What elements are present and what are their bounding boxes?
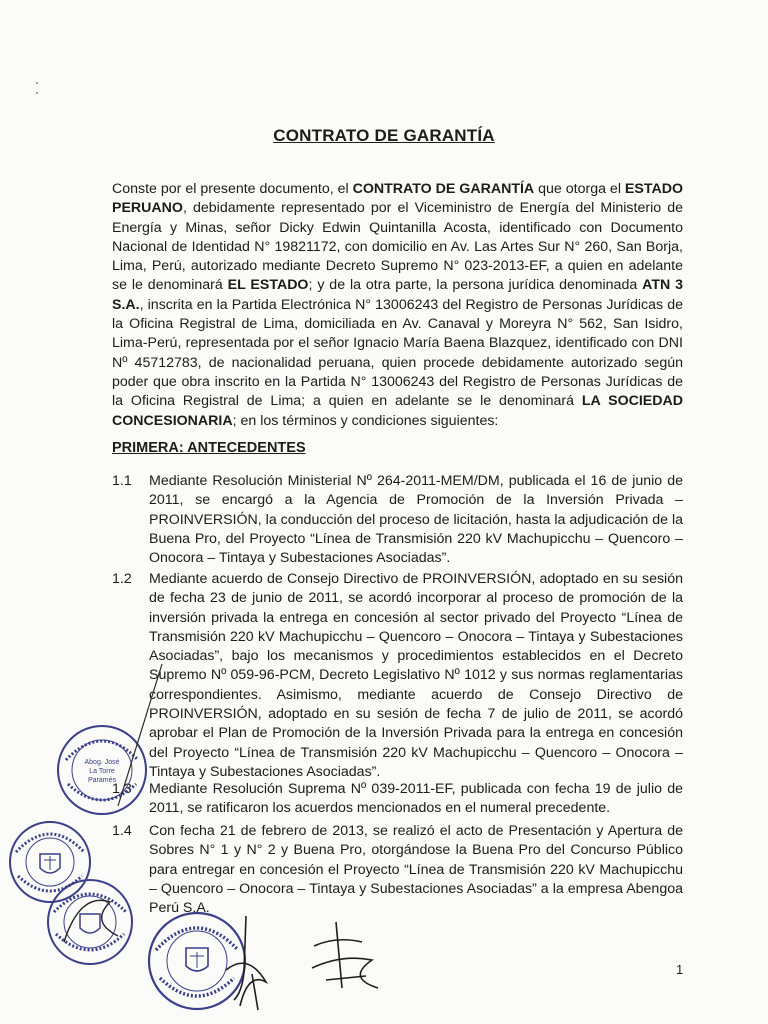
signature-icon <box>218 912 278 1012</box>
ministry-seal-icon <box>40 872 140 972</box>
signature-icon <box>306 918 386 998</box>
scan-speck <box>36 82 38 84</box>
seal-text: La Torre <box>89 768 115 775</box>
clause-text: Mediante Resolución Suprema Nº 039-2011-EF, publicada con fecha 19 de julio de 2011, se ratificaron los acuerdos mencionados en el numeral precedente. <box>149 781 683 817</box>
clause-text: Mediante acuerdo de Consejo Directivo de PROINVERSIÓN, adoptado en su sesión de fecha 23 de junio de 2011, se acordó incorporar al proceso de promoción de la inversión privada la entrega en concesión al sector privado del Proyecto “Línea de Transmisión 220 kV Machupicchu – Quencoro – Onocora – Tintaya y Subestaciones Asociadas”, bajo los mecanismos y procedimientos establecidos en el Decreto Supremo Nº 059-96-PCM, Decreto Legislativo Nº 1012 y sus normas reglamentarias correspondientes. Asimismo, mediante acuerdo de Consejo Directivo de PROINVERSIÓN, adoptado en su sesión de fecha 7 de julio de 2011, se acordó aprobar el Plan de Promoción de la Inversión Privada para la entrega en concesión del Proyecto “Línea de Transmisión 220 kV Machupicchu – Quencoro – Onocora – Tintaya y Subestaciones Asociadas”. <box>149 571 683 780</box>
intro-paragraph: Conste por el presente documento, el CONTRATO DE GARANTÍA que otorga el ESTADO PERUANO, debidamente representado por el Viceministro de Energía del Ministerio de Energía y Minas, señor Dicky Edwin Quintanilla Acosta, identificado con Documento Nacional de Identidad N° 19821172, con domicilio en Av. Las Artes Sur N° 260, San Borja, Lima, Perú, autorizado mediante Decreto Supremo N° 023-2013-EF, a quien en adelante se le denominará EL ESTADO; y de la otra parte, la persona jurídica denominada ATN 3 S.A., inscrita en la Partida Electrónica N° 13006243 del Registro de Personas Jurídicas de la Oficina Registral de Lima, domiciliada en Av. Canaval y Moreyra N° 562, San Isidro, Lima-Perú, representada por el señor Ignacio María Baena Blazquez, identificado con DNI Nº 45712783, de nacionalidad peruana, quien procede debidamente autorizado según poder que obra inscrito en la Partida N° 13006243 del Registro de Personas Jurídicas de la Oficina Registral de Lima; a quien en adelante se le denominará LA SOCIEDAD CONCESIONARIA; en los términos y condiciones siguientes: <box>112 181 684 429</box>
seal-text: Paramés <box>87 777 117 784</box>
clause-text: Con fecha 21 de febrero de 2013, se realizó el acto de Presentación y Apertura de Sobres N° 1 y N° 2 y Buena Pro, otorgándose la Buena Pro del Concurso Público para entregar en concesión el Proyecto “Línea de Transmisión 220 kV Machupicchu – Quencoro – Onocora – Tintaya y Subestaciones Asociadas” a la empresa Abengoa Perú S.A. <box>149 823 683 917</box>
scan-speck <box>36 92 38 94</box>
contract-name: CONTRATO DE GARANTÍA <box>352 181 535 197</box>
section-heading: PRIMERA: ANTECEDENTES <box>112 440 306 456</box>
page-number: 1 <box>676 962 684 977</box>
clause-text: Mediante Resolución Ministerial Nº 264-2011-MEM/DM, publicada el 16 de junio de 2011, se encargó a la Agencia de Promoción de la Inversión Privada – PROINVERSIÓN, la conducción del proceso de licitación, hasta la adjudicación de la Buena Pro, del Proyecto “Línea de Transmisión 220 kV Machupicchu – Quencoro – Onocora – Tintaya y Subestaciones Asociadas”. <box>149 473 683 567</box>
party-state: ESTADO PERUANO <box>112 181 683 217</box>
clause-number: 1.3 <box>112 781 132 797</box>
party-alias-company: LA SOCIEDAD CONCESIONARIA <box>112 393 683 429</box>
clause-number: 1.1 <box>112 473 132 489</box>
document-title: CONTRATO DE GARANTÍA <box>273 126 495 145</box>
party-company: ATN 3 S.A. <box>112 277 684 313</box>
clause-number: 1.4 <box>112 823 132 839</box>
seal-text: Abog. José <box>84 759 120 766</box>
pen-stroke-icon <box>110 660 170 810</box>
party-alias-state: EL ESTADO <box>227 277 309 294</box>
clause-number: 1.2 <box>112 571 132 587</box>
